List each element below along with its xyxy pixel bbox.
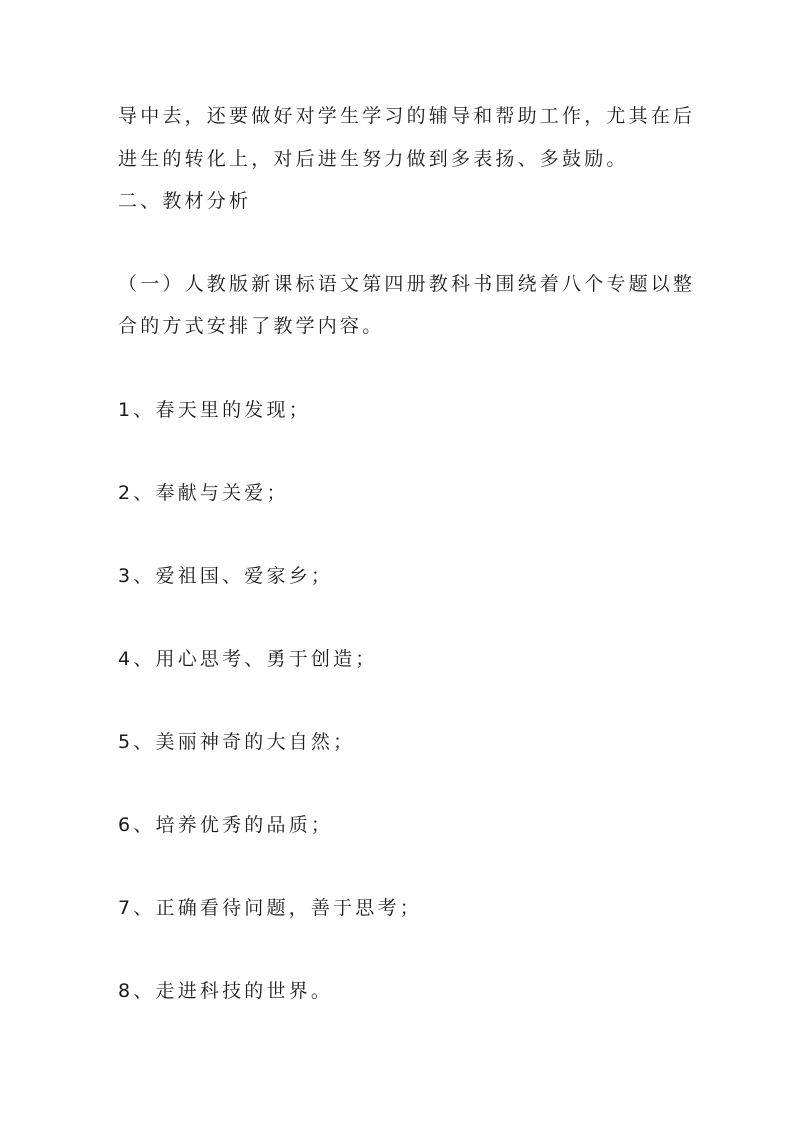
topic-list-item: 5、美丽神奇的大自然；	[118, 731, 356, 753]
topic-list-item: 8、走进科技的世界。	[118, 980, 334, 1002]
topic-list-item: 1、春天里的发现；	[118, 399, 311, 421]
topic-list-item: 7、正确看待问题，善于思考；	[118, 897, 422, 919]
topic-list-item: 3、爱祖国、爱家乡；	[118, 565, 334, 587]
topic-list-item: 4、用心思考、勇于创造；	[118, 648, 378, 670]
topic-list-item: 6、培养优秀的品质；	[118, 814, 334, 836]
intro-line: （一）人教版新课标语文第四册教科书围绕着八个专题以整	[118, 273, 696, 295]
paragraph-line: 导中去，还要做好对学生学习的辅导和帮助工作，尤其在后	[118, 105, 696, 127]
intro-line: 合的方式安排了教学内容。	[118, 315, 385, 337]
paragraph-line: 进生的转化上，对后进生努力做到多表扬、多鼓励。	[118, 148, 629, 170]
section-heading: 二、教材分析	[118, 190, 252, 212]
topic-list-item: 2、奉献与关爱；	[118, 482, 289, 504]
